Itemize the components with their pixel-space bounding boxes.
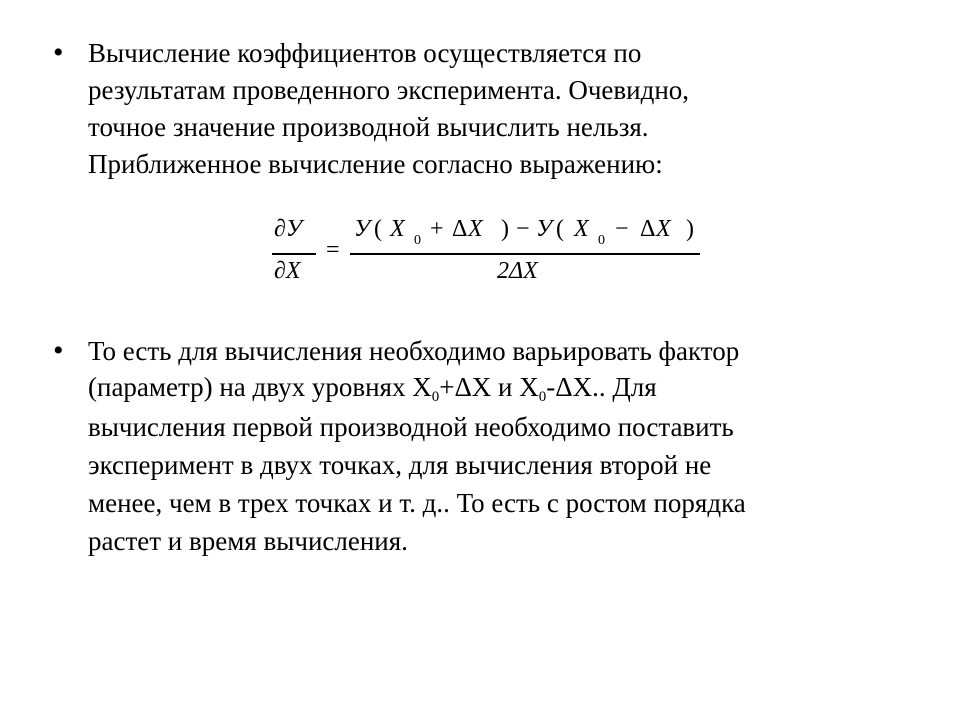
formula-rhs-denominator: 2ΔX <box>497 258 538 284</box>
formula-num-delta2: Δ <box>640 216 656 242</box>
paragraph-2-line-5: менее, чем в трех точках и т. д.. То есть с ростом порядка <box>88 488 746 518</box>
paragraph-2-line-2-part-2: +ΔХ и Х <box>439 372 539 402</box>
paragraph-2-line-2-part-3: -ΔХ.. Для <box>546 372 657 402</box>
formula-num-X3: X <box>574 216 589 242</box>
formula-num-minus2: − <box>615 216 629 242</box>
formula-num-X4: X <box>656 216 671 242</box>
formula-rhs-fraction-bar <box>350 253 700 255</box>
paragraph-2-line-6: растет и время вычисления. <box>88 526 408 556</box>
formula-num-minus: − <box>516 216 530 242</box>
formula-num-X1: X <box>390 216 405 242</box>
paragraph-2-line-2-part-1: (параметр) на двух уровнях Х <box>88 372 432 402</box>
formula-num-rparen1: ) <box>501 216 509 242</box>
subscript-zero-2: 0 <box>538 389 547 405</box>
subscript-zero-1: 0 <box>431 389 440 405</box>
formula-equals: = <box>326 237 340 263</box>
paragraph-1-line-1: Вычисление коэффициентов осуществляется по <box>88 38 642 68</box>
paragraph-2-line-4: эксперимент в двух точках, для вычисления второй не <box>88 450 712 480</box>
paragraph-2-line-1: То есть для вычисления необходимо варьировать фактор <box>88 336 740 366</box>
formula-num-X2: X <box>468 216 483 242</box>
paragraph-1 <box>88 35 918 183</box>
formula-lhs-fraction-bar <box>272 253 316 255</box>
formula-num-sub1: 0 <box>414 233 421 248</box>
formula-lhs-numerator: ∂У <box>274 216 303 242</box>
formula-num-sub2: 0 <box>598 233 605 248</box>
formula-num-rparen2: ) <box>686 216 694 242</box>
formula-num-plus: + <box>430 216 444 242</box>
paragraph-1-line-2: результатам проведенного эксперимента. Очевидно, <box>88 75 690 105</box>
bullet-marker-1: • <box>53 36 64 69</box>
formula-num-delta1: Δ <box>452 216 468 242</box>
paragraph-2 <box>88 332 918 560</box>
bullet-marker-2: • <box>53 334 64 367</box>
paragraph-1-line-4: Приближенное вычисление согласно выражению: <box>88 149 663 179</box>
formula-num-Y1: У <box>354 216 371 242</box>
formula-lhs-denominator: ∂X <box>274 258 301 284</box>
paragraph-2-line-2 <box>88 368 918 408</box>
formula-num-lparen2: ( <box>556 216 564 242</box>
paragraph-1-line-3: точное значение производной вычислить нельзя. <box>88 112 649 142</box>
derivative-formula <box>270 212 710 292</box>
formula-num-lparen1: ( <box>374 216 382 242</box>
paragraph-2-line-3: вычисления первой производной необходимо поставить <box>88 412 734 442</box>
formula-num-Y2: У <box>536 216 553 242</box>
